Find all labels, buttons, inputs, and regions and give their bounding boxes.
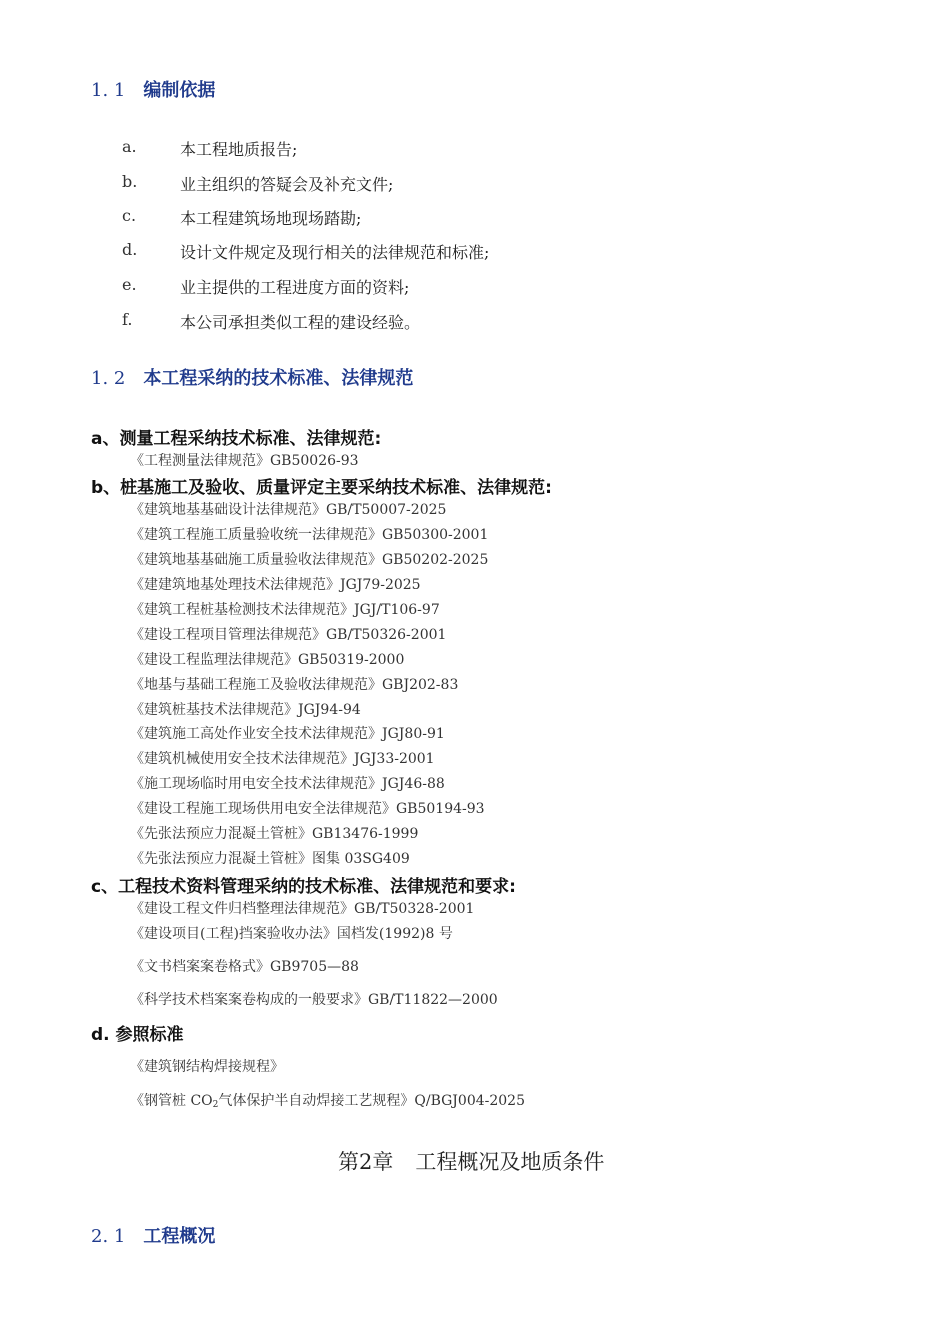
standard-item: 《建筑地基基础设计法律规范》GB/T50007-2025 xyxy=(130,502,447,518)
basis-letter: d. xyxy=(122,240,138,259)
section-heading-2-1 xyxy=(91,1222,215,1248)
standard-item: 《建筑钢结构焊接规程》 xyxy=(130,1059,284,1075)
group-c-heading: c、工程技术资料管理采纳的技术标准、法律规范和要求: xyxy=(91,877,516,897)
section-title: 编制依据 xyxy=(143,80,216,101)
basis-text: 设计文件规定及现行相关的法律规范和标准; xyxy=(180,243,490,262)
basis-text: 业主提供的工程进度方面的资料; xyxy=(180,278,410,297)
basis-letter: e. xyxy=(122,275,137,294)
basis-text: 业主组织的答疑会及补充文件; xyxy=(180,175,394,194)
basis-letter: a. xyxy=(122,137,137,156)
standard-item: 《建筑地基基础施工质量验收法律规范》GB50202-2025 xyxy=(130,552,489,568)
standard-item: 《文书档案案卷格式》GB9705—88 xyxy=(130,959,359,975)
section-number: 1. 2 xyxy=(91,368,126,389)
chapter-title: 工程概况及地质条件 xyxy=(415,1150,605,1174)
standard-item: 《施工现场临时用电安全技术法律规范》JGJ46-88 xyxy=(130,776,445,792)
standard-item-part: 《钢管桩 CO xyxy=(130,1093,213,1109)
standard-item: 《建筑工程桩基检测技术法律规范》JGJ/T106-97 xyxy=(130,602,440,618)
standard-item: 《建筑工程施工质量验收统一法律规范》GB50300-2001 xyxy=(130,527,489,543)
standard-item: 《建建筑地基处理技术法律规范》JGJ79-2025 xyxy=(130,577,421,593)
section-number: 2. 1 xyxy=(91,1226,126,1247)
group-a-heading: a、测量工程采纳技术标准、法律规范: xyxy=(91,429,382,449)
chapter-label: 第2章 xyxy=(338,1150,394,1174)
standard-item: 《建设工程项目管理法律规范》GB/T50326-2001 xyxy=(130,627,447,643)
subscript-two: 2 xyxy=(212,1100,219,1110)
standard-item: 《建设工程施工现场供用电安全法律规范》GB50194-93 xyxy=(130,801,485,817)
basis-letter: f. xyxy=(122,310,133,329)
standard-item: 《先张法预应力混凝土管桩》图集 03SG409 xyxy=(130,851,410,867)
standard-item: 《建筑机械使用安全技术法律规范》JGJ33-2001 xyxy=(130,751,435,767)
standard-item-co2 xyxy=(130,1090,525,1110)
section-heading-1-1 xyxy=(91,76,215,102)
chapter-heading xyxy=(338,1146,604,1176)
standard-item: 《建设工程监理法律规范》GB50319-2000 xyxy=(130,652,405,668)
standard-item: 《建筑桩基技术法律规范》JGJ94-94 xyxy=(130,702,361,718)
standard-item: 《建筑施工高处作业安全技术法律规范》JGJ80-91 xyxy=(130,726,445,742)
standard-item: 《科学技术档案案卷构成的一般要求》GB/T11822—2000 xyxy=(130,992,498,1008)
group-b-heading: b、桩基施工及验收、质量评定主要采纳技术标准、法律规范: xyxy=(91,478,552,498)
section-title: 本工程采纳的技术标准、法律规范 xyxy=(143,368,414,389)
section-number: 1. 1 xyxy=(91,80,126,101)
standard-item: 《工程测量法律规范》GB50026-93 xyxy=(130,453,359,469)
standard-item-part: 气体保护半自动焊接工艺规程》Q/BGJ004-2025 xyxy=(218,1093,525,1109)
group-d-heading: d. 参照标准 xyxy=(91,1025,184,1045)
standard-item: 《先张法预应力混凝土管桩》GB13476-1999 xyxy=(130,826,419,842)
standard-item: 《建设项目(工程)挡案验收办法》国档发(1992)8 号 xyxy=(130,926,453,942)
section-title: 工程概况 xyxy=(143,1226,216,1247)
basis-letter: b. xyxy=(122,172,138,191)
section-heading-1-2 xyxy=(91,364,413,390)
basis-text: 本公司承担类似工程的建设经验。 xyxy=(180,313,421,332)
basis-text: 本工程建筑场地现场踏勘; xyxy=(180,209,362,228)
basis-letter: c. xyxy=(122,206,137,225)
standard-item: 《地基与基础工程施工及验收法律规范》GBJ202-83 xyxy=(130,677,459,693)
basis-text: 本工程地质报告; xyxy=(180,140,298,159)
standard-item: 《建设工程文件归档整理法律规范》GB/T50328-2001 xyxy=(130,901,475,917)
